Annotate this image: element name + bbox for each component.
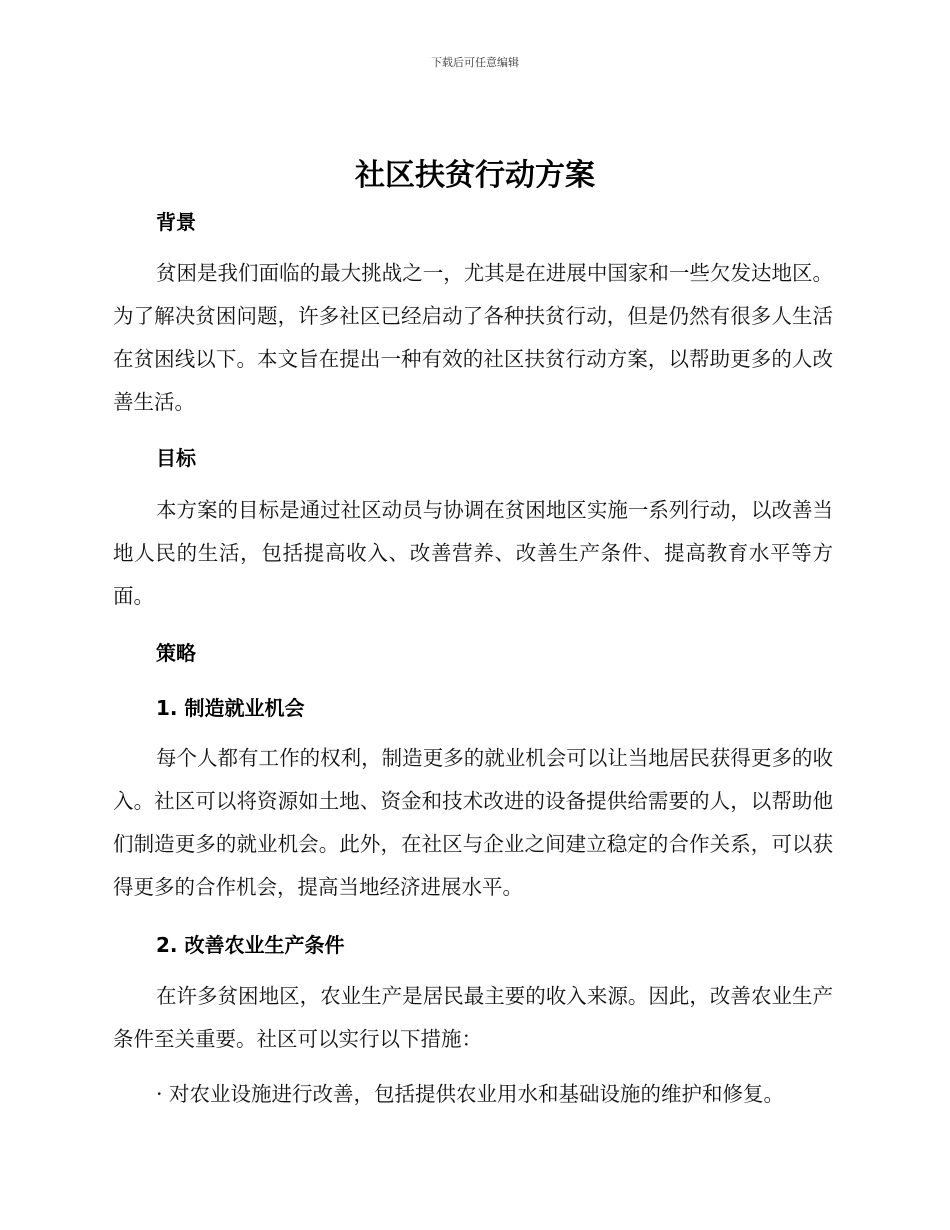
section-heading-goal: 目标: [156, 446, 196, 470]
bullet-item: · 对农业设施进行改善，包括提供农业用水和基础设施的维护和修复。: [156, 1082, 785, 1106]
paragraph-employment: 每个人都有工作的权利，制造更多的就业机会可以让当地居民获得更多的收入。社区可以将资源如土地、资金和技术改进的设备提供给需要的人，以帮助他们制造更多的就业机会。此外，在社区与企业之间建立稳定的合作关系，可以获得更多的合作机会，提高当地经济进展水平。: [113, 746, 833, 899]
subsection-heading-agriculture: 2. 改善农业生产条件: [156, 933, 345, 957]
section-heading-strategy: 策略: [156, 641, 196, 665]
document-title: 社区扶贫行动方案: [355, 158, 595, 193]
paragraph-background: 贫困是我们面临的最大挑战之一，尤其是在进展中国家和一些欠发达地区。为了解决贫困问题，许多社区已经启动了各种扶贫行动，但是仍然有很多人生活在贫困线以下。本文旨在提出一种有效的社区扶贫行动方案，以帮助更多的人改善生活。: [113, 261, 833, 414]
paragraph-goal: 本方案的目标是通过社区动员与协调在贫困地区实施一系列行动，以改善当地人民的生活，包括提高收入、改善营养、改善生产条件、提高教育水平等方面。: [113, 498, 833, 608]
paragraph-agriculture: 在许多贫困地区，农业生产是居民最主要的收入来源。因此，改善农业生产条件至关重要。社区可以实行以下措施：: [113, 984, 833, 1051]
subsection-heading-employment: 1. 制造就业机会: [156, 696, 305, 720]
header-note: 下载后可任意编辑: [431, 56, 519, 69]
section-heading-background: 背景: [156, 210, 196, 234]
